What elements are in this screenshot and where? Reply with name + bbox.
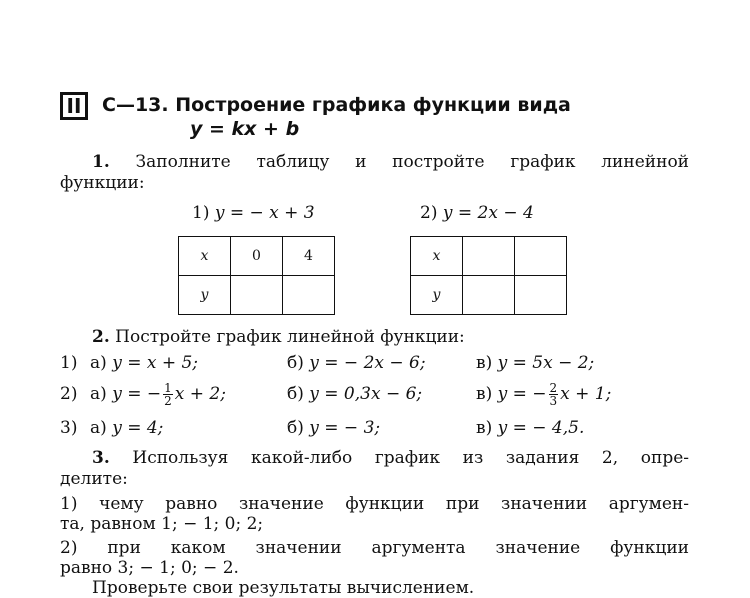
task2-row2-a-pre: y = − <box>112 384 162 404</box>
task1-right-formula <box>420 203 534 223</box>
table-right <box>410 236 567 315</box>
task2-row3-a-eq: y = 4; <box>112 418 164 438</box>
task2-row1-a <box>90 353 198 373</box>
fraction-one-half <box>163 382 173 407</box>
task2-number: 2. <box>92 327 110 347</box>
table-cell: y <box>411 276 463 315</box>
task2-row3-b-label: б) <box>287 418 304 438</box>
task2-row2-b-label: б) <box>287 384 304 404</box>
task2-instruction: Постройте график линейной функции: <box>115 327 465 347</box>
table-cell: 0 <box>231 237 283 276</box>
task2-row1-b <box>287 353 426 373</box>
task2-row3-number: 3) <box>60 418 78 438</box>
task2-row2-a-post: x + 2; <box>174 384 226 404</box>
table-row <box>179 237 335 276</box>
section-title: С—13. Построение графика функции вида <box>102 94 571 116</box>
task1-left-label: 1) <box>192 203 210 223</box>
task3-text <box>92 448 689 468</box>
fraction-denominator: 3 <box>549 393 558 408</box>
task2-row1-c <box>476 353 594 373</box>
task1-left-equation: y = − x + 3 <box>214 203 315 223</box>
task2-row2-a-label: а) <box>90 384 107 404</box>
table-cell <box>283 276 335 315</box>
task2-row3-c-eq: y = − 4,5. <box>497 418 585 438</box>
task2-row3-b <box>287 418 380 438</box>
task2-row2-number: 2) <box>60 384 78 404</box>
task3-item2-line2: равно 3; − 1; 0; − 2. <box>60 558 239 578</box>
task3-line1: Используя какой-либо график из задания 2, опре- <box>132 448 689 468</box>
task3-line2: делите: <box>60 469 128 489</box>
fraction-two-thirds <box>549 382 559 407</box>
task2-row2-c <box>476 380 611 408</box>
table-cell <box>515 237 567 276</box>
table-cell: x <box>179 237 231 276</box>
task2-row1-a-eq: y = x + 5; <box>112 353 199 373</box>
task2-row2-b <box>287 384 422 404</box>
task2-row1-a-label: а) <box>90 353 107 373</box>
task2-row1-b-eq: y = − 2x − 6; <box>309 353 426 373</box>
task3-number: 3. <box>92 448 110 468</box>
task3-item1-line1-text: 1) чему равно значение функции при значении аргумен- <box>60 494 689 514</box>
table-cell <box>515 276 567 315</box>
task1-line1: Заполните таблицу и постройте график линейной <box>135 152 690 172</box>
task2-row2-c-label: в) <box>476 384 493 404</box>
table-cell: x <box>411 237 463 276</box>
task2-row3-a-label: а) <box>90 418 107 438</box>
fraction-numerator: 2 <box>549 380 558 395</box>
task3-item1-line1 <box>60 494 689 514</box>
table-row <box>411 237 567 276</box>
task2-row3-c <box>476 418 584 438</box>
table-cell: 4 <box>283 237 335 276</box>
task2-text <box>92 327 465 347</box>
task3-item2-line1-text: 2) при каком значении аргумента значение функции <box>60 538 689 558</box>
task2-row3-b-eq: y = − 3; <box>309 418 381 438</box>
table-cell: y <box>179 276 231 315</box>
task2-row3-a <box>90 418 163 438</box>
section-badge: II <box>60 92 88 120</box>
task1-right-label: 2) <box>420 203 438 223</box>
section-formula: y = kx + b <box>190 118 300 140</box>
task2-row1-b-label: б) <box>287 353 304 373</box>
fraction-numerator: 1 <box>164 380 172 395</box>
task2-row1-c-label: в) <box>476 353 493 373</box>
table-row <box>179 276 335 315</box>
task1-text <box>92 152 689 172</box>
task3-item2-line1 <box>60 538 689 558</box>
table-row <box>411 276 567 315</box>
task1-number: 1. <box>92 152 110 172</box>
task2-row2-a <box>90 380 226 408</box>
fraction-denominator: 2 <box>164 393 172 408</box>
task2-row2-c-pre: y = − <box>497 384 547 404</box>
task2-row1-number: 1) <box>60 353 78 373</box>
task2-row1-c-eq: y = 5x − 2; <box>497 353 595 373</box>
task2-row2-c-post: x + 1; <box>560 384 612 404</box>
table-cell <box>463 276 515 315</box>
task2-row2-b-eq: y = 0,3x − 6; <box>309 384 423 404</box>
task2-row3-c-label: в) <box>476 418 493 438</box>
task3-final: Проверьте свои результаты вычислением. <box>92 578 475 598</box>
task1-line2: функции: <box>60 173 145 193</box>
table-cell <box>463 237 515 276</box>
task1-right-equation: y = 2x − 4 <box>442 203 534 223</box>
task1-left-formula <box>192 203 315 223</box>
table-cell <box>231 276 283 315</box>
task3-item1-line2: та, равном 1; − 1; 0; 2; <box>60 514 264 534</box>
table-left <box>178 236 335 315</box>
